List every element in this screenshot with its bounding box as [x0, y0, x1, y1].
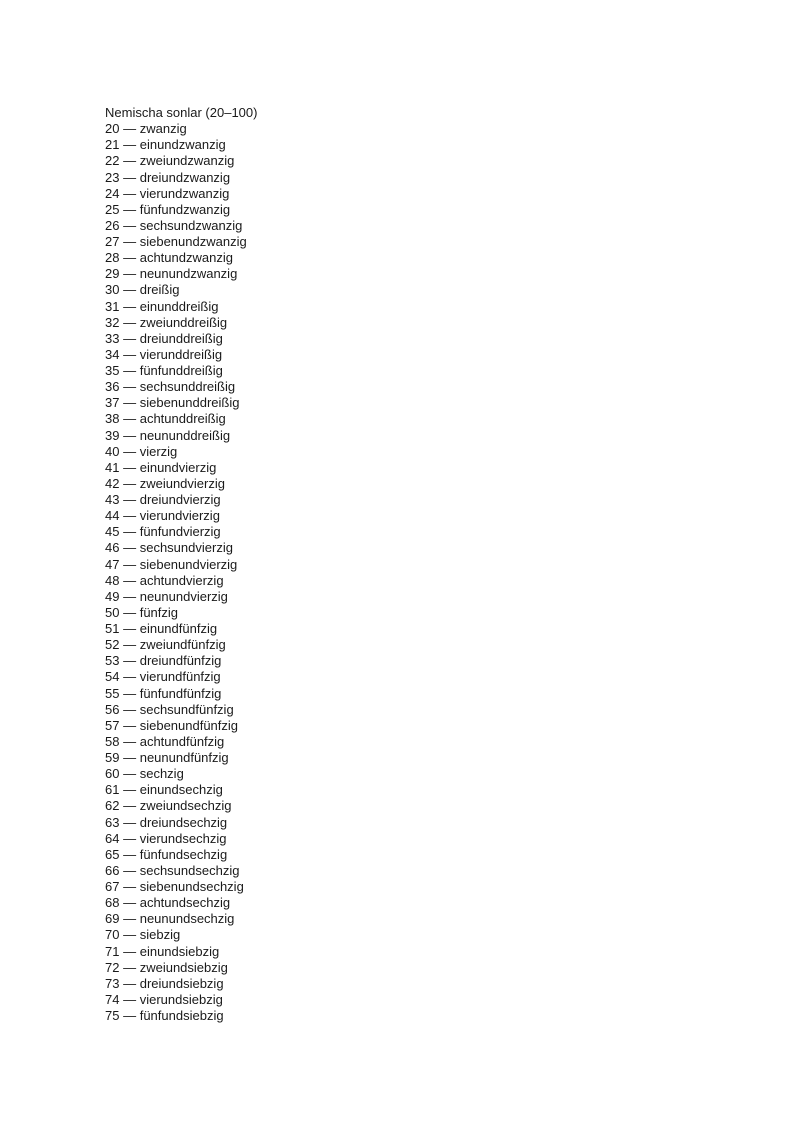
list-item-separator: —	[123, 363, 137, 378]
list-item-number: 47	[105, 556, 120, 572]
list-item-separator: —	[123, 814, 137, 830]
list-item-word: siebenunddreißig	[139, 395, 240, 411]
list-item	[105, 299, 705, 315]
list-item-separator: —	[123, 169, 137, 185]
list-item-separator: —	[123, 411, 137, 427]
list-item	[105, 476, 705, 492]
list-item-separator: —	[123, 121, 137, 137]
list-item	[105, 282, 705, 298]
list-item	[105, 379, 705, 395]
list-item-number: 42	[105, 475, 120, 491]
list-item	[105, 363, 705, 379]
list-item-separator: —	[123, 250, 137, 266]
list-item	[105, 557, 705, 573]
list-item-word: fünfunddreißig	[139, 363, 223, 378]
list-item-word: dreißig	[139, 282, 180, 298]
list-item-separator: —	[123, 637, 137, 653]
list-item-word: fünfzig	[139, 604, 179, 620]
list-item	[105, 573, 705, 589]
list-item-word: sechsunddreißig	[139, 379, 236, 395]
list-item	[105, 831, 705, 847]
list-item	[105, 815, 705, 831]
list-item-number: 36	[105, 379, 120, 395]
list-item-separator: —	[123, 395, 137, 411]
list-item-number: 41	[105, 459, 120, 475]
list-item-number: 71	[105, 943, 120, 959]
list-item-word: einundsechzig	[139, 782, 223, 798]
list-item-word: einunddreißig	[139, 298, 219, 314]
list-item-number: 43	[105, 492, 120, 507]
list-item-separator: —	[123, 314, 137, 330]
list-item-number: 32	[105, 314, 120, 330]
list-item-separator: —	[123, 330, 137, 346]
list-item-word: neunundfünfzig	[139, 750, 229, 765]
list-item-separator: —	[123, 911, 137, 927]
list-item	[105, 621, 705, 637]
list-item-number: 60	[105, 766, 120, 782]
list-item-number: 25	[105, 201, 120, 217]
list-item-word: vierundvierzig	[139, 508, 220, 524]
list-item	[105, 718, 705, 734]
list-item-word: achtundfünfzig	[139, 733, 225, 749]
list-item-number: 59	[105, 750, 120, 765]
list-item-word: zweiundsechzig	[139, 798, 232, 814]
list-item-number: 65	[105, 846, 120, 862]
list-item	[105, 411, 705, 427]
list-item-separator: —	[123, 346, 137, 362]
list-item-separator: —	[123, 572, 137, 588]
list-item-number: 46	[105, 540, 120, 556]
list-item	[105, 863, 705, 879]
list-item-word: siebzig	[139, 927, 181, 943]
list-item-separator: —	[123, 959, 137, 975]
list-item-number: 34	[105, 346, 120, 362]
list-item-word: siebenundsechzig	[139, 879, 244, 894]
list-item-separator: —	[123, 379, 137, 395]
list-item	[105, 911, 705, 927]
list-item-number: 55	[105, 685, 120, 701]
list-item-word: dreiundzwanzig	[139, 169, 231, 185]
list-item-word: dreiundsiebzig	[139, 975, 224, 991]
document-title: Nemischa sonlar (20–100)	[105, 105, 258, 120]
list-item-number: 75	[105, 1008, 120, 1023]
list-item	[105, 992, 705, 1008]
list-item-number: 70	[105, 927, 120, 943]
list-item-word: vierundzwanzig	[139, 185, 230, 201]
list-item	[105, 605, 705, 621]
list-item-number: 31	[105, 298, 120, 314]
list-item-separator: —	[123, 540, 137, 556]
list-item-separator: —	[123, 201, 137, 217]
list-item-separator: —	[123, 733, 137, 749]
list-item-word: achtunddreißig	[139, 411, 226, 427]
list-item-number: 27	[105, 234, 120, 249]
list-item	[105, 347, 705, 363]
list-item	[105, 315, 705, 331]
list-item-separator: —	[123, 459, 137, 475]
list-item-number: 73	[105, 975, 120, 991]
list-item	[105, 250, 705, 266]
list-item-separator: —	[123, 153, 137, 169]
list-item-separator: —	[123, 830, 137, 846]
list-item-word: zweiundzwanzig	[139, 153, 235, 169]
list-item-number: 33	[105, 330, 120, 346]
list-item-number: 28	[105, 250, 120, 266]
list-item-word: siebenundfünfzig	[139, 717, 239, 733]
list-item	[105, 702, 705, 718]
list-item-number: 69	[105, 911, 120, 927]
list-item-number: 52	[105, 637, 120, 653]
list-item-word: fünfundsechzig	[139, 846, 228, 862]
list-item-separator: —	[123, 621, 137, 636]
list-item	[105, 766, 705, 782]
list-item-word: dreiundfünfzig	[139, 653, 222, 669]
list-item-number: 63	[105, 814, 120, 830]
list-item	[105, 927, 705, 943]
list-item-separator: —	[123, 895, 137, 911]
list-item	[105, 847, 705, 863]
list-item-number: 64	[105, 830, 120, 846]
list-item	[105, 153, 705, 169]
list-item-separator: —	[123, 717, 137, 733]
list-item	[105, 331, 705, 347]
list-item-number: 53	[105, 653, 120, 669]
list-item-word: vierundsechzig	[139, 830, 227, 846]
list-item	[105, 395, 705, 411]
list-item-separator: —	[123, 282, 137, 298]
list-item	[105, 798, 705, 814]
list-item-word: zwanzig	[139, 121, 187, 137]
list-item-separator: —	[123, 653, 137, 669]
list-item-word: vierundfünfzig	[139, 669, 221, 685]
list-item-word: neununddreißig	[139, 427, 231, 443]
list-item-separator: —	[123, 427, 137, 443]
list-item-separator: —	[123, 750, 137, 765]
list-item-number: 20	[105, 121, 120, 137]
list-item-separator: —	[123, 766, 137, 782]
list-item-number: 50	[105, 604, 120, 620]
list-item-separator: —	[123, 685, 137, 701]
list-item-separator: —	[123, 798, 137, 814]
list-item	[105, 444, 705, 460]
list-item-number: 68	[105, 895, 120, 911]
list-item-separator: —	[123, 475, 137, 491]
list-item	[105, 734, 705, 750]
list-item-word: sechsundzwanzig	[139, 217, 243, 233]
list-item-word: sechzig	[139, 766, 184, 782]
list-item-number: 74	[105, 991, 120, 1007]
list-item-word: sechsundvierzig	[139, 540, 233, 556]
list-item-number: 39	[105, 427, 120, 443]
list-item-word: einundsiebzig	[139, 943, 220, 959]
list-item-number: 22	[105, 153, 120, 169]
list-item-number: 61	[105, 782, 120, 798]
list-item	[105, 266, 705, 282]
list-item-word: zweiundsiebzig	[139, 959, 228, 975]
list-item-word: zweiundfünfzig	[139, 637, 226, 653]
list-item	[105, 686, 705, 702]
list-item	[105, 960, 705, 976]
list-item-word: vierzig	[139, 443, 178, 459]
list-item-separator: —	[123, 782, 137, 798]
list-item-number: 44	[105, 508, 120, 524]
list-item-number: 21	[105, 137, 120, 153]
list-item-word: einundfünfzig	[139, 621, 218, 636]
list-item	[105, 170, 705, 186]
list-item-number: 45	[105, 524, 120, 540]
list-item-separator: —	[123, 991, 137, 1007]
list-item-number: 38	[105, 411, 120, 427]
list-item	[105, 653, 705, 669]
list-item-separator: —	[123, 604, 137, 620]
list-item-separator: —	[123, 298, 137, 314]
number-list	[105, 121, 705, 1024]
list-item	[105, 782, 705, 798]
list-item-number: 29	[105, 266, 120, 282]
list-item-separator: —	[123, 846, 137, 862]
list-item	[105, 186, 705, 202]
list-item	[105, 234, 705, 250]
list-item-word: fünfundzwanzig	[139, 201, 231, 217]
list-item-word: achtundzwanzig	[139, 250, 233, 266]
list-item-number: 23	[105, 169, 120, 185]
list-item	[105, 121, 705, 137]
list-item-separator: —	[123, 266, 137, 282]
list-item-word: vierunddreißig	[139, 346, 223, 362]
list-item-separator: —	[123, 927, 137, 943]
list-item	[105, 976, 705, 992]
list-item-number: 58	[105, 733, 120, 749]
list-item	[105, 750, 705, 766]
list-item-word: fünfundfünfzig	[139, 685, 222, 701]
list-item-separator: —	[123, 1008, 137, 1023]
list-item-separator: —	[123, 217, 137, 233]
list-item-number: 26	[105, 217, 120, 233]
list-item	[105, 879, 705, 895]
list-item-word: zweiundvierzig	[139, 475, 225, 491]
list-item-word: fünfundvierzig	[139, 524, 221, 540]
list-item-number: 67	[105, 879, 120, 894]
list-item-separator: —	[123, 556, 137, 572]
list-item-separator: —	[123, 879, 137, 894]
list-item	[105, 669, 705, 685]
list-item-word: sechsundsechzig	[139, 862, 240, 878]
list-item-separator: —	[123, 975, 137, 991]
list-item-number: 72	[105, 959, 120, 975]
list-item-separator: —	[123, 588, 137, 604]
document-page	[105, 105, 705, 1024]
list-item-separator: —	[123, 185, 137, 201]
list-item-number: 57	[105, 717, 120, 733]
list-item-separator: —	[123, 492, 137, 507]
list-item-number: 56	[105, 701, 120, 717]
list-item-word: einundzwanzig	[139, 137, 226, 153]
list-item-number: 49	[105, 588, 120, 604]
list-item	[105, 895, 705, 911]
list-item	[105, 589, 705, 605]
list-item	[105, 428, 705, 444]
list-item	[105, 202, 705, 218]
list-item-number: 48	[105, 572, 120, 588]
list-item-word: dreiundsechzig	[139, 814, 228, 830]
list-item	[105, 524, 705, 540]
list-item-word: zweiunddreißig	[139, 314, 228, 330]
list-item-word: neunundsechzig	[139, 911, 235, 927]
list-item-word: achtundsechzig	[139, 895, 231, 911]
list-item-word: vierundsiebzig	[139, 991, 223, 1007]
list-item-word: neunundvierzig	[139, 588, 228, 604]
list-item-separator: —	[123, 669, 137, 685]
list-item-word: siebenundzwanzig	[139, 234, 247, 249]
list-item-number: 51	[105, 621, 120, 636]
list-item-word: sechsundfünfzig	[139, 701, 234, 717]
list-item-word: neunundzwanzig	[139, 266, 238, 282]
list-item-separator: —	[123, 524, 137, 540]
list-item-number: 35	[105, 363, 120, 378]
list-item-number: 24	[105, 185, 120, 201]
list-item	[105, 1008, 705, 1024]
list-item-separator: —	[123, 508, 137, 524]
list-item-word: einundvierzig	[139, 459, 217, 475]
list-item-word: dreiundvierzig	[139, 492, 221, 507]
list-item	[105, 460, 705, 476]
list-item-separator: —	[123, 234, 137, 249]
list-item-word: achtundvierzig	[139, 572, 224, 588]
list-item	[105, 492, 705, 508]
list-item	[105, 218, 705, 234]
list-item-separator: —	[123, 862, 137, 878]
list-item-number: 62	[105, 798, 120, 814]
list-item-number: 40	[105, 443, 120, 459]
list-item-number: 37	[105, 395, 120, 411]
list-item-separator: —	[123, 137, 137, 153]
list-item-number: 54	[105, 669, 120, 685]
list-item-separator: —	[123, 443, 137, 459]
list-item-word: dreiunddreißig	[139, 330, 223, 346]
list-item	[105, 540, 705, 556]
list-item-word: fünfundsiebzig	[139, 1008, 224, 1023]
list-item	[105, 637, 705, 653]
list-item-separator: —	[123, 943, 137, 959]
list-item-number: 66	[105, 862, 120, 878]
list-item	[105, 508, 705, 524]
list-item-number: 30	[105, 282, 120, 298]
list-item	[105, 944, 705, 960]
list-item-separator: —	[123, 701, 137, 717]
list-item-word: siebenundvierzig	[139, 556, 238, 572]
list-item	[105, 137, 705, 153]
